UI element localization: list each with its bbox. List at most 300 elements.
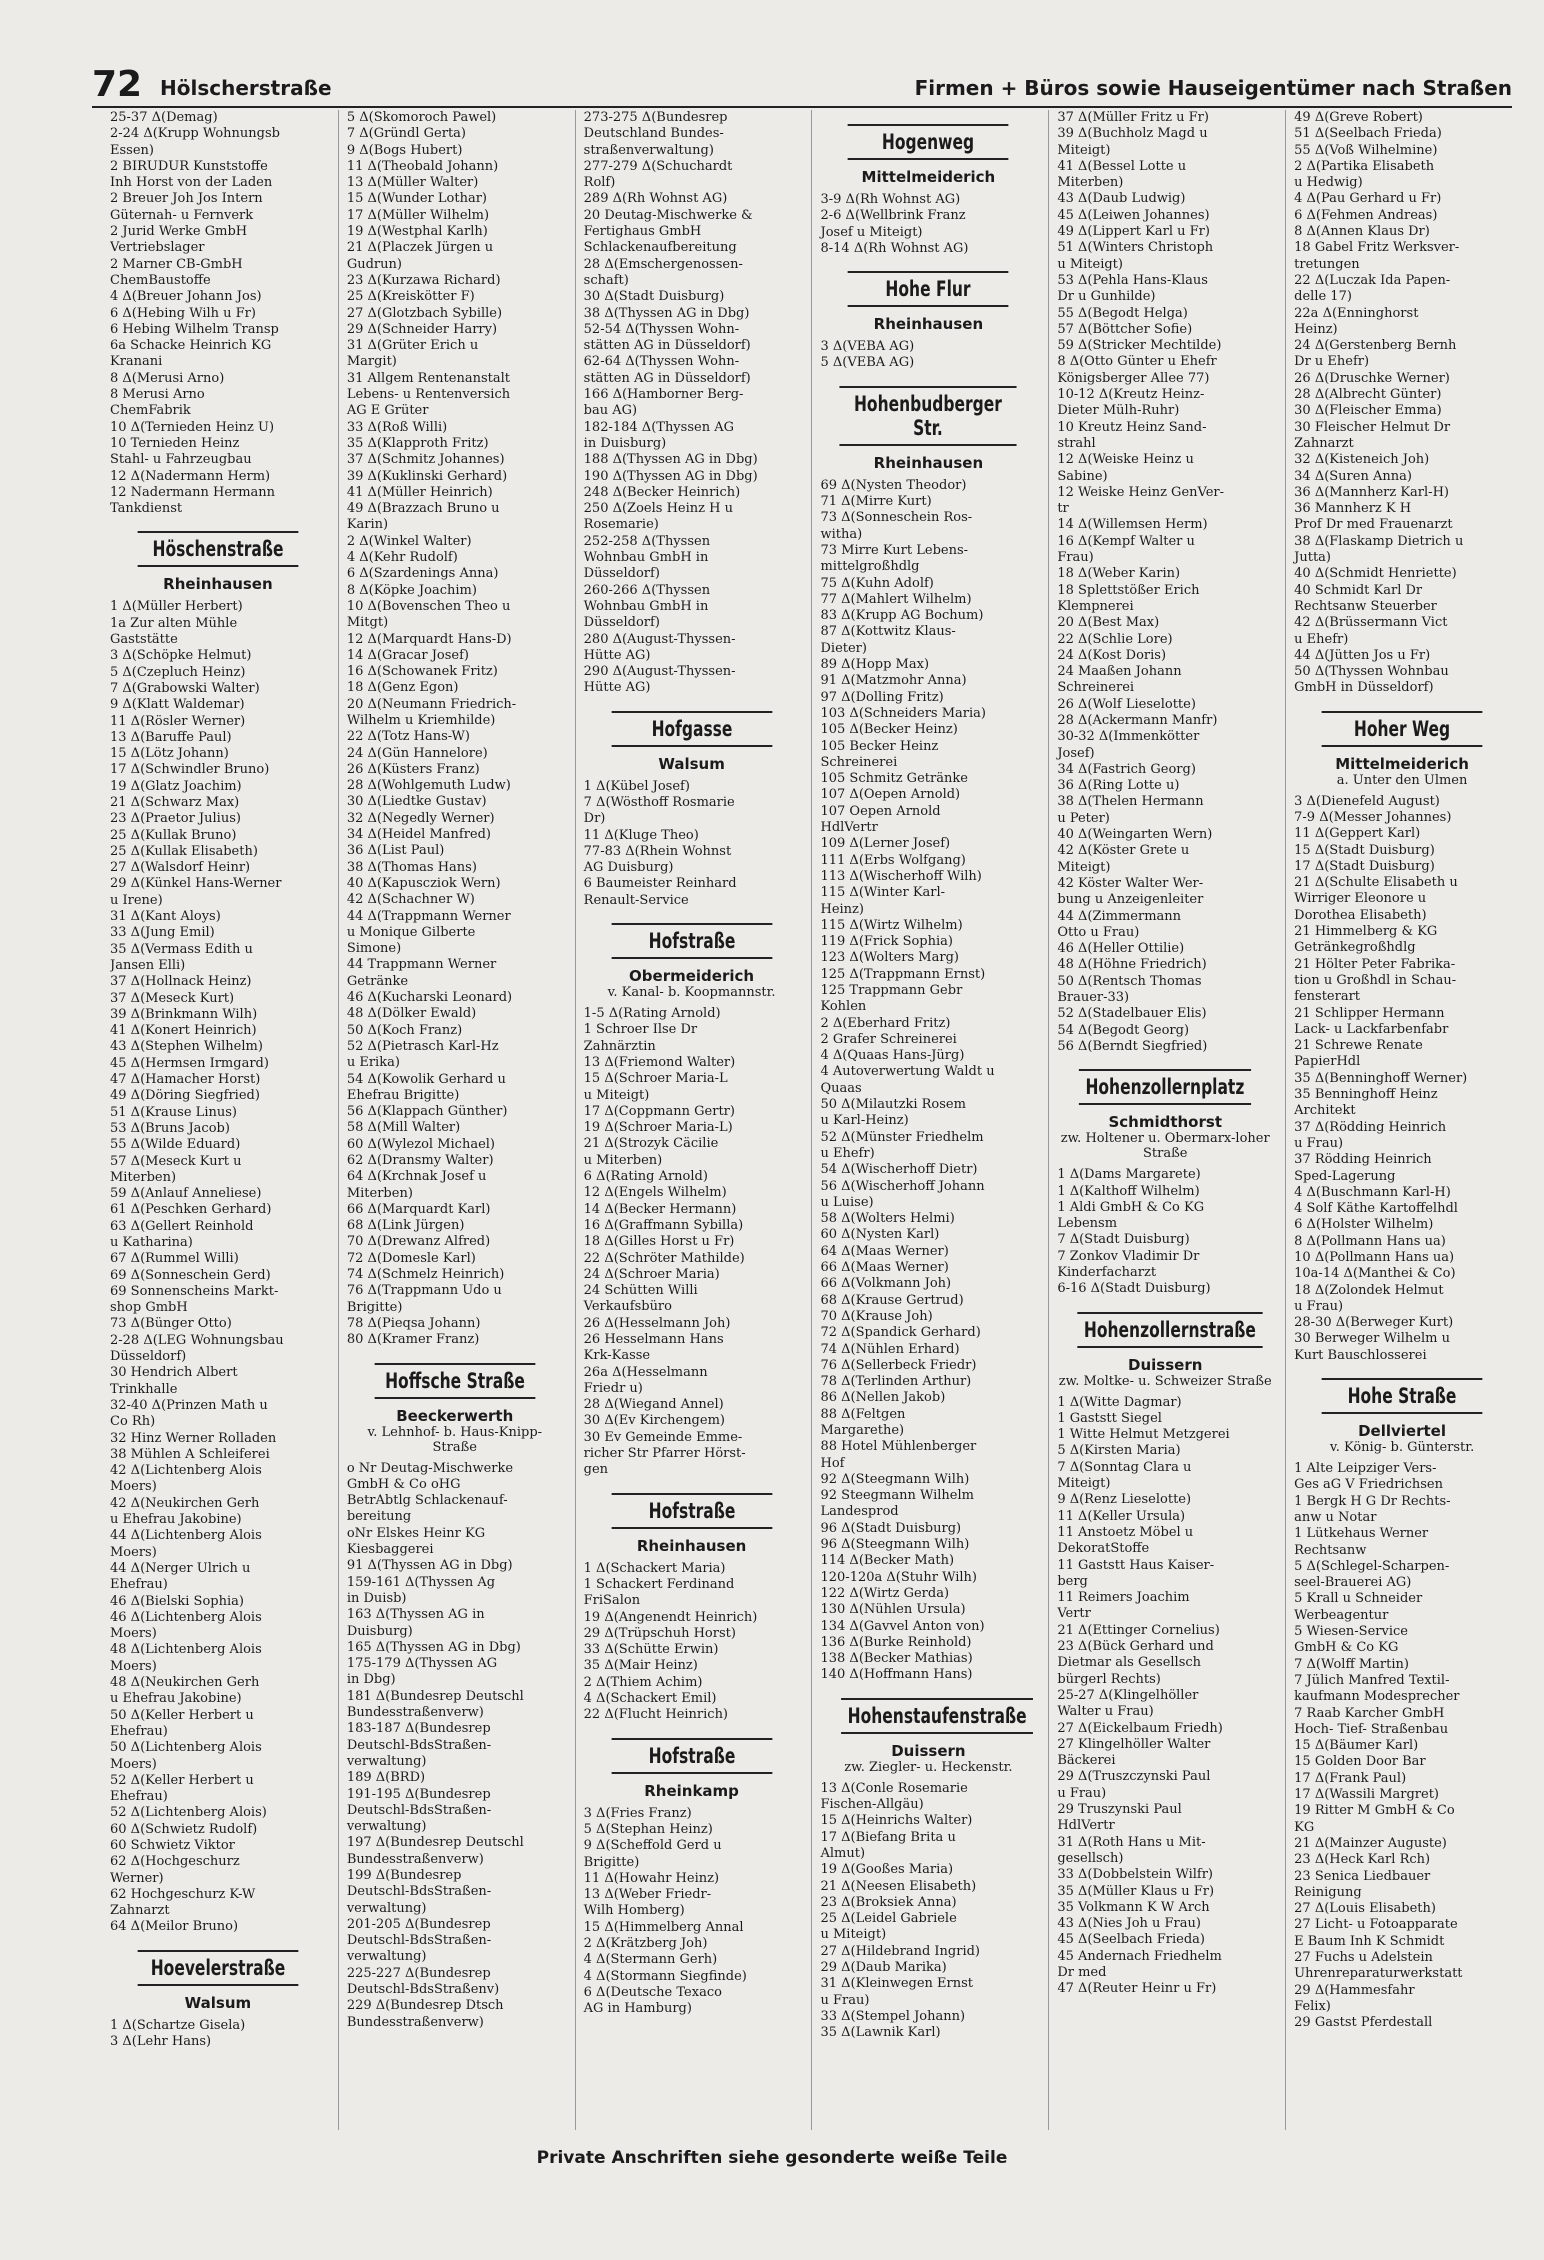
directory-entry: 11 Δ(Rösler Werner)	[110, 713, 246, 729]
directory-entry: 5 Δ(Schlegel-Scharpen-	[1294, 1558, 1450, 1574]
directory-entry: 60 Schwietz Viktor	[110, 1837, 235, 1853]
directory-entry: Deutschl-BdsStraßen-	[346, 1884, 492, 1900]
directory-entry: 4 Δ(Breuer Johann Jos)	[110, 289, 262, 305]
directory-entry: Renault-Service	[583, 892, 689, 908]
directory-entry: 8 Merusi Arno	[110, 387, 205, 403]
directory-entry: 39 Δ(Brinkmann Wilh)	[110, 1006, 258, 1022]
directory-entry: 2-6 Δ(Wellbrink Franz	[820, 208, 966, 224]
directory-entry: 273-275 Δ(Bundesrep	[583, 110, 728, 125]
directory-entry: 11 Δ(Keller Ursula)	[1057, 1508, 1186, 1524]
directory-entry: u Hedwig)	[1294, 175, 1363, 191]
directory-entry: stätten AG in Düsseldorf)	[583, 370, 751, 386]
directory-entry: Ehefrau)	[110, 1789, 168, 1805]
directory-entry: 48 Δ(Neukirchen Gerh	[110, 1675, 260, 1691]
directory-entry: Duisburg)	[346, 1623, 413, 1639]
directory-entry: Ehefrau)	[110, 1723, 168, 1739]
directory-entry: tretungen	[1294, 256, 1360, 272]
directory-entry: o Nr Deutag-Mischwerke	[346, 1460, 514, 1476]
directory-entry: Fertighaus GmbH	[583, 224, 702, 240]
directory-entry: BetrAbtlg Schlackenauf-	[346, 1493, 508, 1509]
directory-entry: 26 Δ(Wolf Lieselotte)	[1057, 696, 1196, 712]
district-label: Rheinhausen	[163, 575, 273, 594]
directory-entry: 18 Δ(Zolondek Helmut	[1294, 1282, 1444, 1298]
directory-entry: 47 Δ(Hamacher Horst)	[110, 1072, 261, 1088]
district-label: Dellviertel	[1358, 1422, 1446, 1441]
directory-entry: 2 Δ(Winkel Walter)	[346, 533, 472, 549]
directory-entry: 52 Δ(Stadelbauer Elis)	[1057, 1006, 1207, 1022]
directory-entry: 15 Δ(Wunder Lothar)	[346, 191, 487, 207]
directory-entry: u Katharina)	[110, 1235, 193, 1250]
directory-entry: Werner)	[110, 1870, 164, 1886]
directory-entry: Trinkhalle	[110, 1381, 178, 1397]
directory-entry: Fischen-Allgäu)	[820, 1797, 924, 1813]
directory-entry: 56 Δ(Berndt Siegfried)	[1057, 1038, 1208, 1054]
directory-entry: 17 Δ(Frank Paul)	[1294, 1770, 1407, 1786]
directory-entry: 45 Δ(Leiwen Johannes)	[1057, 207, 1210, 223]
directory-entry: 2 Jurid Werke GmbH	[110, 224, 248, 240]
street-heading-block	[820, 271, 1036, 333]
directory-entry: Hof	[820, 1455, 845, 1471]
directory-entry: Uhrenreparaturwerkstatt	[1294, 1966, 1463, 1982]
directory-entry: 38 Mühlen A Schleiferei	[110, 1446, 270, 1462]
directory-entry: 3 Δ(VEBA AG)	[820, 339, 915, 355]
directory-entry: Hütte AG)	[583, 647, 651, 663]
directory-entry: 130 Δ(Nühlen Ursula)	[820, 1602, 966, 1618]
directory-entry: 66 Δ(Maas Werner)	[820, 1260, 949, 1276]
directory-entry: Deutschl-BdsStraßen-	[346, 1737, 492, 1753]
directory-entry: Brauer-33)	[1057, 990, 1130, 1006]
directory-entry: u Frau)	[820, 1992, 870, 2008]
directory-column	[811, 110, 1036, 2130]
directory-entry: 17 Δ(Coppmann Gertr)	[583, 1103, 735, 1119]
directory-entry: 71 Δ(Mirre Kurt)	[820, 494, 932, 510]
directory-entry: 4 Solf Käthe Kartoffelhdl	[1294, 1201, 1458, 1217]
directory-entry: 27 Licht- u Fotoapparate	[1294, 1917, 1458, 1933]
directory-entry: 21 Δ(Placzek Jürgen u	[346, 240, 494, 256]
street-title: Hofstraße	[611, 1493, 772, 1529]
street-heading-block	[820, 124, 1036, 186]
directory-entry: 64 Δ(Meilor Bruno)	[110, 1919, 239, 1935]
directory-entry: 46 Δ(Kucharski Leonard)	[346, 990, 513, 1006]
directory-entry: E Baum Inh K Schmidt	[1294, 1933, 1445, 1949]
district-label: Obermeiderich	[629, 967, 755, 986]
directory-entry: 40 Δ(Schmidt Henriette)	[1294, 566, 1457, 582]
directory-entry: stätten AG in Düsseldorf)	[583, 338, 751, 354]
directory-entry: Dr)	[583, 811, 606, 827]
directory-entry: 6 Δ(Deutsche Texaco	[583, 1984, 722, 2000]
directory-entry: u Ehefrau Jakobine)	[110, 1512, 242, 1528]
directory-entry: 33 Δ(Dobbelstein Wilfr)	[1057, 1867, 1213, 1883]
directory-entry: 19 Δ(Glatz Joachim)	[110, 778, 242, 794]
directory-column	[575, 110, 800, 2130]
directory-entry: 21 Δ(Ettinger Cornelius)	[1057, 1622, 1220, 1638]
street-title: Hohenzollernstraße	[1078, 1312, 1263, 1348]
directory-entry: 123 Δ(Wolters Marg)	[820, 950, 959, 966]
directory-entry: 163 Δ(Thyssen AG in	[346, 1607, 485, 1623]
directory-entry: 10 Ternieden Heinz	[110, 435, 240, 451]
directory-entry: 8 Δ(Pollmann Hans ua)	[1294, 1233, 1446, 1249]
directory-entry: 1 Gaststt Siegel	[1057, 1410, 1162, 1426]
directory-entry: 10-12 Δ(Kreutz Heinz-	[1057, 387, 1205, 403]
directory-entry: 1 Δ(Witte Dagmar)	[1057, 1394, 1182, 1410]
directory-entry: 1 Lütkehaus Werner	[1294, 1526, 1429, 1542]
directory-entry: 64 Δ(Maas Werner)	[820, 1243, 949, 1259]
directory-entry: Moers)	[110, 1544, 157, 1560]
directory-entry: 15 Δ(Stadt Duisburg)	[1294, 842, 1435, 858]
directory-entry: 140 Δ(Hoffmann Hans)	[820, 1667, 973, 1683]
directory-entry: 17 Δ(Biefang Brita u	[820, 1829, 956, 1845]
directory-entry: 188 Δ(Thyssen AG in Dbg)	[583, 452, 758, 468]
directory-entry: Miteigt)	[1057, 142, 1111, 158]
directory-entry: ChemFabrik	[110, 403, 191, 419]
directory-entry: 43 Δ(Stephen Wilhelm)	[110, 1039, 263, 1055]
directory-entry: 2 Δ(Eberhard Fritz)	[820, 1015, 951, 1031]
directory-entry: Architekt	[1294, 1103, 1356, 1119]
street-title: Hofstraße	[611, 1738, 772, 1774]
directory-entry: verwaltung)	[346, 1900, 427, 1916]
directory-entry: 1a Zur alten Mühle	[110, 615, 238, 631]
directory-entry: Walter u Frau)	[1057, 1704, 1154, 1720]
directory-entry: Zahnärztin	[583, 1038, 656, 1054]
directory-entry: 22 Δ(Flucht Heinrich)	[583, 1707, 729, 1723]
directory-entry: 30 Δ(Stadt Duisburg)	[583, 289, 725, 305]
directory-entry: Stahl- u Fahrzeugbau	[110, 452, 252, 468]
directory-entry: Kurt Bauschlosserei	[1294, 1347, 1427, 1363]
directory-columns	[110, 110, 1510, 2130]
directory-entry: 37 Δ(Müller Fritz u Fr)	[1057, 110, 1209, 125]
directory-entry: 69 Sonnenscheins Markt-	[110, 1283, 279, 1299]
directory-entry: FriSalon	[583, 1593, 641, 1609]
directory-entry: 35 Volkmann K W Arch	[1057, 1899, 1210, 1915]
directory-entry: 41 Δ(Konert Heinrich)	[110, 1023, 257, 1039]
directory-entry: DekoratStoffe	[1057, 1541, 1150, 1557]
directory-entry: 78 Δ(Pieqsa Johann)	[346, 1315, 481, 1331]
directory-entry: 1 Bergk H G Dr Rechts-	[1294, 1493, 1451, 1509]
directory-entry: Klempnerei	[1057, 598, 1134, 614]
directory-entry: in Duisb)	[346, 1590, 407, 1606]
directory-entry: GmbH & Co KG	[1294, 1640, 1399, 1656]
directory-entry: 26 Hesselmann Hans	[583, 1332, 724, 1347]
directory-entry: u Monique Gilberte	[346, 924, 476, 940]
street-range-note: v. König- b. Günterstr.	[1329, 1440, 1475, 1456]
directory-entry: 26a Δ(Hesselmann	[583, 1364, 708, 1380]
directory-entry: 62 Δ(Hochgeschurz	[110, 1854, 240, 1870]
directory-entry: Deutschland Bundes-	[583, 126, 724, 142]
directory-entry: 42 Δ(Neukirchen Gerh	[110, 1495, 260, 1511]
directory-entry: 31 Δ(Roth Hans u Mit-	[1057, 1834, 1206, 1850]
directory-entry: 50 Δ(Thyssen Wohnbau	[1294, 664, 1449, 680]
directory-entry: 96 Δ(Steegmann Wilh)	[820, 1537, 970, 1553]
directory-entry: 31 Allgem Rentenanstalt	[346, 370, 510, 386]
directory-entry: 74 Δ(Schmelz Heinrich)	[346, 1267, 505, 1283]
directory-entry: 33 Δ(Jung Emil)	[110, 925, 215, 941]
directory-entry: 35 Δ(Klapproth Fritz)	[346, 435, 489, 451]
directory-entry: 50 Δ(Milautzki Rosem	[820, 1097, 966, 1113]
directory-entry: 29 Δ(Truszczynski Paul	[1057, 1769, 1211, 1785]
directory-entry: 260-266 Δ(Thyssen	[583, 582, 711, 598]
street-heading-block	[1294, 1378, 1510, 1455]
directory-entry: 250 Δ(Zoels Heinz H u	[583, 501, 733, 517]
directory-entry: u Karl-Heinz)	[820, 1113, 909, 1129]
directory-entry: berg	[1057, 1573, 1088, 1589]
directory-entry: 30 Ev Gemeinde Emme-	[583, 1429, 743, 1445]
directory-entry: 109 Δ(Lerner Josef)	[820, 836, 951, 852]
directory-entry: 29 Gastst Pferdestall	[1294, 2015, 1433, 2031]
directory-entry: 1 Δ(Dams Margarete)	[1057, 1167, 1201, 1183]
street-title: Hohenzollernplatz	[1079, 1069, 1251, 1105]
directory-entry: 70 Δ(Drewanz Alfred)	[346, 1234, 491, 1250]
directory-entry: 11 Δ(Geppert Karl)	[1294, 826, 1421, 842]
directory-entry: 17 Δ(Müller Wilhelm)	[346, 207, 490, 223]
directory-entry: 11 Δ(Kluge Theo)	[583, 827, 699, 843]
directory-entry: 201-205 Δ(Bundesrep	[346, 1916, 491, 1932]
directory-entry: 1 Alte Leipziger Vers-	[1294, 1461, 1437, 1477]
directory-entry: 280 Δ(August-Thyssen-	[583, 631, 736, 647]
street-heading-block	[584, 1493, 800, 1555]
directory-entry: 25 Δ(Kreiskötter F)	[346, 289, 475, 305]
directory-entry: 5 Δ(Stephan Heinz)	[583, 1821, 713, 1837]
directory-entry: strahl	[1057, 435, 1096, 451]
directory-entry: Dorothea Elisabeth)	[1294, 907, 1427, 923]
directory-entry: 27 Fuchs u Adelstein	[1294, 1949, 1433, 1965]
directory-entry: 1 Schroer Ilse Dr	[583, 1022, 698, 1038]
street-heading-block	[584, 711, 800, 773]
directory-entry: 44 Δ(Jütten Jos u Fr)	[1294, 647, 1431, 663]
directory-entry: 23 Δ(Bück Gerhard und	[1057, 1639, 1214, 1655]
directory-entry: 56 Δ(Wischerhoff Johann	[820, 1178, 985, 1194]
directory-entry: 175-179 Δ(Thyssen AG	[346, 1656, 498, 1672]
district-label: Rheinhausen	[873, 453, 984, 472]
directory-entry: Miterben)	[1057, 175, 1124, 191]
directory-entry: delle 17)	[1294, 289, 1352, 305]
directory-entry: Kiesbaggerei	[346, 1542, 434, 1558]
directory-entry: 22 Δ(Schröter Mathilde)	[583, 1250, 745, 1266]
directory-entry: Mitgt)	[346, 615, 389, 631]
directory-entry: 10 Δ(Ternieden Heinz U)	[110, 419, 275, 435]
directory-entry: Lack- u Lackfarbenfabr	[1294, 1021, 1449, 1037]
street-range-note: zw. Moltke- u. Schweizer Straße	[1058, 1373, 1272, 1389]
street-title: Hogenweg	[848, 124, 1009, 160]
directory-entry: Miteigt)	[1057, 859, 1111, 875]
directory-entry: 1 Δ(Müller Herbert)	[110, 599, 243, 615]
directory-entry: 63 Δ(Gellert Reinhold	[110, 1218, 254, 1234]
directory-entry: 91 Δ(Matzmohr Anna)	[820, 673, 967, 689]
directory-entry: 27 Δ(Glotzbach Sybille)	[346, 305, 503, 321]
directory-entry: Bundesstraßenverw)	[346, 1851, 484, 1867]
directory-entry: 24 Δ(Gerstenberg Bernh	[1294, 338, 1457, 354]
directory-entry: 32 Δ(Kisteneich Joh)	[1294, 452, 1430, 468]
directory-entry: shop GmbH	[110, 1300, 188, 1316]
directory-entry: 36 Δ(Ring Lotte u)	[1057, 778, 1180, 794]
directory-entry: 138 Δ(Becker Mathias)	[820, 1651, 973, 1667]
directory-entry: 20 Δ(Neumann Friedrich-	[346, 696, 517, 712]
district-label: Duissern	[1128, 1355, 1203, 1374]
directory-entry: 97 Δ(Dolling Fritz)	[820, 689, 944, 705]
district-label: Mittelmeiderich	[861, 168, 996, 186]
directory-entry: 122 Δ(Wirtz Gerda)	[820, 1585, 950, 1601]
directory-entry: bung u Anzeigenleiter	[1057, 892, 1204, 908]
directory-column	[1285, 110, 1510, 2130]
directory-entry: u Ehefr)	[820, 1145, 875, 1161]
directory-entry: 125 Trappmann Gebr	[820, 982, 963, 998]
header-street-range: Hölscherstraße	[160, 76, 332, 100]
directory-entry: 46 Δ(Bielski Sophia)	[110, 1593, 244, 1609]
street-heading-block	[820, 386, 1036, 472]
directory-entry: 15 Δ(Bäumer Karl)	[1294, 1738, 1419, 1754]
directory-entry: 8 Δ(Otto Günter u Ehefr	[1057, 354, 1217, 370]
directory-entry: 15 Golden Door Bar	[1294, 1754, 1426, 1770]
directory-entry: 60 Δ(Schwietz Rudolf)	[110, 1821, 258, 1837]
directory-entry: 60 Δ(Nysten Karl)	[820, 1227, 940, 1243]
directory-entry: 37 Rödding Heinrich	[1294, 1152, 1432, 1168]
directory-entry: Quaas	[820, 1080, 862, 1096]
directory-entry: Josef u Miteigt)	[820, 224, 923, 240]
directory-entry: 64 Δ(Krchnak Josef u	[346, 1169, 487, 1185]
directory-entry: 54 Δ(Wischerhoff Dietr)	[820, 1162, 978, 1178]
directory-entry: tion u Großhdl in Schau-	[1294, 972, 1457, 988]
directory-entry: 52 Δ(Lichtenberg Alois)	[110, 1805, 267, 1821]
directory-entry: 3-9 Δ(Rh Wohnst AG)	[820, 192, 961, 207]
directory-entry: 16 Δ(Graffmann Sybilla)	[583, 1217, 744, 1233]
directory-entry: Schreinerei	[820, 754, 898, 770]
directory-entry: 45 Δ(Seelbach Frieda)	[1057, 1932, 1205, 1948]
directory-entry: 18 Δ(Genz Egon)	[346, 680, 459, 696]
directory-entry: 105 Schmitz Getränke	[820, 771, 968, 787]
directory-entry: Moers)	[110, 1756, 157, 1772]
directory-entry: 44 Δ(Trappmann Werner	[346, 908, 511, 924]
street-heading-block	[820, 1698, 1036, 1775]
directory-entry: 33 Δ(Schütte Erwin)	[583, 1642, 719, 1658]
directory-entry: 29 Δ(Hammesfahr	[1294, 1982, 1415, 1998]
directory-entry: 51 Δ(Seelbach Frieda)	[1294, 126, 1442, 142]
directory-entry: 36 Mannherz K H	[1294, 501, 1412, 517]
directory-entry: 69 Δ(Sonneschein Gerd)	[110, 1267, 271, 1283]
directory-entry: 9 Δ(Scheffold Gerd u	[583, 1838, 722, 1854]
directory-entry: 22a Δ(Enninghorst	[1294, 305, 1419, 321]
directory-entry: 66 Δ(Marquardt Karl)	[346, 1201, 491, 1217]
directory-entry: 35 Benninghoff Heinz	[1294, 1087, 1438, 1103]
directory-entry: GmbH & Co oHG	[346, 1476, 461, 1492]
directory-entry: u Miteigt)	[1057, 256, 1123, 272]
directory-entry: Krk-Kasse	[583, 1348, 651, 1364]
street-range-note: v. Lehnhof- b. Haus-Knipp-Straße	[367, 1424, 543, 1455]
directory-entry: 40 Δ(Kapuscziok Wern)	[346, 875, 501, 891]
district-label: Duissern	[891, 1741, 966, 1760]
directory-entry: 17 Δ(Stadt Duisburg)	[1294, 858, 1435, 874]
directory-entry: Werbeagentur	[1294, 1607, 1389, 1623]
header-section-title: Firmen + Büros sowie Hauseigentümer nach Straßen	[914, 76, 1512, 100]
directory-entry: HdlVertr	[1057, 1818, 1115, 1834]
directory-entry: 88 Hotel Mühlenberger	[820, 1439, 977, 1455]
directory-entry: 53 Δ(Bruns Jacob)	[110, 1120, 230, 1136]
directory-entry: 105 Δ(Becker Heinz)	[820, 722, 958, 738]
directory-entry: Dietmar als Gesellsch	[1057, 1655, 1202, 1671]
directory-entry: Güternah- u Fernverk	[110, 207, 254, 223]
directory-entry: 13 Δ(Müller Walter)	[346, 175, 479, 191]
directory-entry: 1 Δ(Kübel Josef)	[583, 778, 690, 794]
directory-entry: 15 Δ(Himmelberg Annal	[583, 1919, 744, 1935]
directory-entry: 107 Oepen Arnold	[820, 803, 941, 819]
directory-entry: 17 Δ(Wassili Margret)	[1294, 1787, 1440, 1803]
directory-entry: Bäckerei	[1057, 1753, 1116, 1769]
directory-entry: 66 Δ(Volkmann Joh)	[820, 1276, 952, 1292]
directory-entry: 26 Δ(Druschke Werner)	[1294, 370, 1450, 386]
street-heading-block	[347, 1363, 563, 1455]
directory-entry: u Luise)	[820, 1194, 874, 1210]
directory-entry: 40 Schmidt Karl Dr	[1294, 582, 1423, 598]
directory-entry: Dr u Ehefr)	[1294, 354, 1370, 370]
directory-entry: Bundesstraßenverw)	[346, 1705, 484, 1721]
directory-entry: 18 Splettstößer Erich	[1057, 582, 1200, 598]
directory-entry: tr	[1057, 501, 1069, 517]
directory-entry: Frau)	[1057, 550, 1094, 566]
directory-entry: 6 Δ(Hebing Wilh u Fr)	[110, 305, 256, 321]
directory-entry: 166 Δ(Hamborner Berg-	[583, 387, 744, 403]
directory-entry: 75 Δ(Kuhn Adolf)	[820, 575, 934, 591]
directory-entry: Heinz)	[820, 901, 864, 917]
directory-entry: bau AG)	[583, 403, 638, 419]
directory-entry: Bundesstraßenverw)	[346, 2014, 484, 2030]
directory-entry: 44 Δ(Lichtenberg Alois	[110, 1528, 262, 1544]
directory-entry: Margarethe)	[820, 1423, 905, 1438]
directory-entry: 76 Δ(Trappmann Udo u	[346, 1283, 502, 1299]
directory-entry: Rolf)	[583, 175, 616, 191]
directory-entry: 19 Ritter M GmbH & Co	[1294, 1803, 1455, 1819]
directory-entry: 1 Δ(Schackert Maria)	[583, 1560, 726, 1576]
directory-entry: Dieter)	[820, 640, 867, 656]
directory-entry: 35 Δ(Lawnik Karl)	[820, 2025, 941, 2041]
directory-entry: u Frau)	[1294, 1135, 1344, 1151]
directory-entry: 36 Δ(Mannherz Karl-H)	[1294, 484, 1449, 500]
directory-entry: 30 Δ(Liedtke Gustav)	[346, 794, 487, 810]
directory-entry: 41 Δ(Bessel Lotte u	[1057, 158, 1187, 174]
directory-entry: Wilh Homberg)	[583, 1903, 685, 1919]
directory-entry: Lebens- u Rentenversich	[346, 387, 511, 403]
directory-entry: 35 Δ(Vermass Edith u	[110, 941, 253, 957]
directory-entry: 39 Δ(Buchholz Magd u	[1057, 126, 1208, 142]
directory-entry: 68 Δ(Link Jürgen)	[346, 1218, 465, 1234]
directory-entry: 88 Δ(Feltgen	[820, 1406, 906, 1422]
directory-entry: 52 Δ(Keller Herbert u	[110, 1772, 254, 1788]
directory-entry: 34 Δ(Suren Anna)	[1294, 468, 1412, 484]
directory-entry: 80 Δ(Kramer Franz)	[346, 1332, 480, 1348]
directory-entry: ChemBaustoffe	[110, 272, 211, 288]
directory-entry: gen	[583, 1462, 609, 1478]
directory-entry: 24 Δ(Gün Hannelore)	[346, 745, 488, 761]
directory-column	[110, 110, 326, 2130]
directory-entry: HdlVertr	[820, 820, 878, 836]
directory-entry: 42 Δ(Brüssermann Vict	[1294, 615, 1448, 631]
directory-entry: Schreinerei	[1057, 680, 1135, 696]
directory-entry: 5 Δ(Kirsten Maria)	[1057, 1443, 1181, 1459]
directory-entry: 29 Truszynski Paul	[1057, 1802, 1182, 1818]
directory-entry: 10 Kreutz Heinz Sand-	[1057, 419, 1207, 435]
directory-entry: 225-227 Δ(Bundesrep	[346, 1965, 491, 1981]
district-label: Walsum	[184, 1993, 252, 2012]
directory-entry: 50 Δ(Koch Franz)	[346, 1022, 463, 1038]
directory-entry: 5 Δ(Czepluch Heinz)	[110, 664, 246, 680]
directory-entry: Zahnarzt	[110, 1903, 170, 1919]
directory-entry: Getränkegroßhdlg	[1294, 940, 1416, 956]
directory-entry: 83 Δ(Krupp AG Bochum)	[820, 608, 984, 624]
directory-entry: 277-279 Δ(Schuchardt	[583, 158, 733, 174]
directory-entry: Ges aG V Friedrichsen	[1294, 1477, 1443, 1493]
directory-entry: 4 Δ(Quaas Hans-Jürg)	[820, 1048, 965, 1064]
directory-entry: PapierHdl	[1294, 1054, 1361, 1070]
directory-entry: Simone)	[346, 941, 402, 957]
directory-entry: Rechtsanw Steuerber	[1294, 598, 1437, 614]
directory-entry: 5 Δ(Skomoroch Pawel)	[346, 110, 497, 125]
